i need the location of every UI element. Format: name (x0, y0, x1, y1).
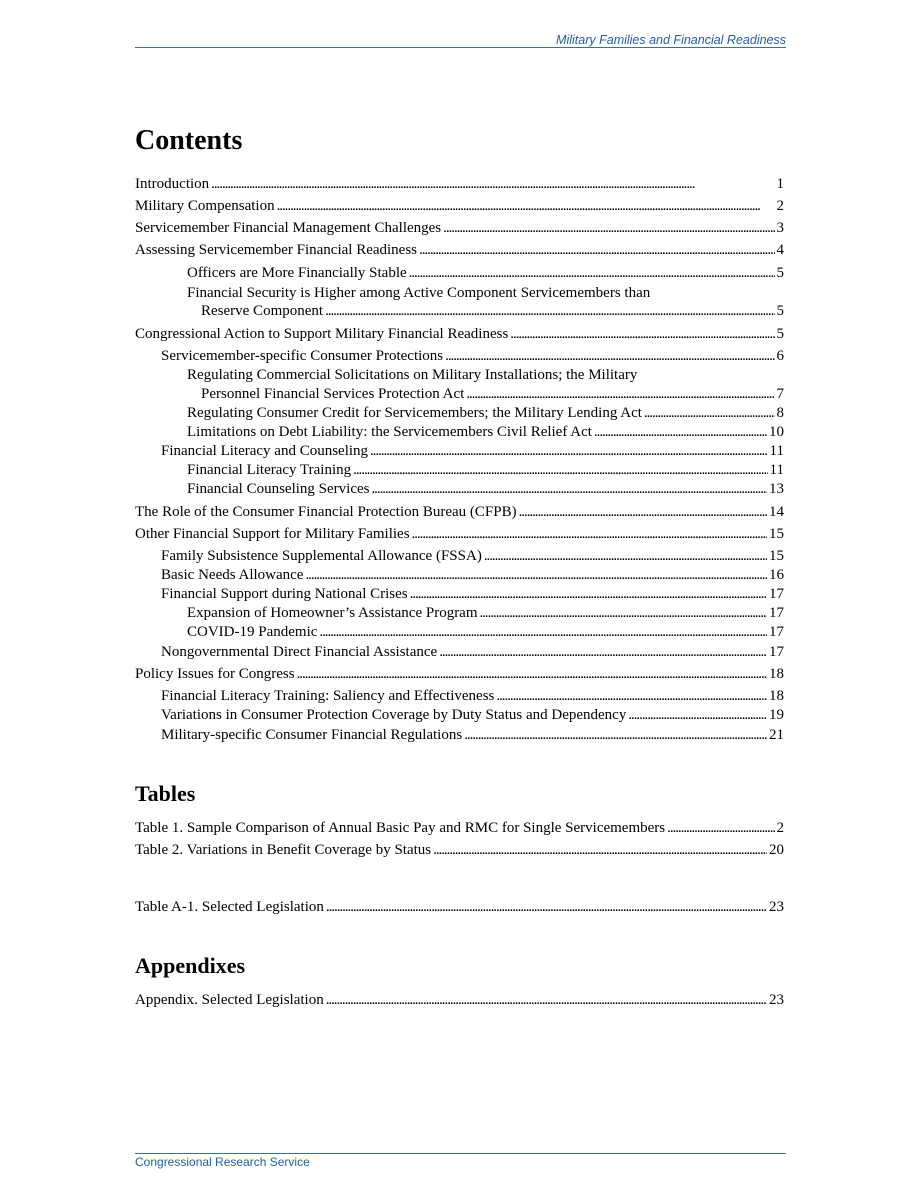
toc-entry-financial-management-challenges[interactable] (135, 219, 784, 237)
toc-entry-text: The Role of the Consumer Financial Protection Bureau (CFPB) (135, 504, 517, 520)
toc-entry-table-1[interactable] (135, 819, 784, 837)
toc-entry-text: Family Subsistence Supplemental Allowance (FSSA) (161, 548, 482, 564)
toc-entry-homeowners-assistance[interactable] (187, 604, 784, 622)
dot-leader (519, 503, 767, 521)
toc-entry-literacy-counseling[interactable] (161, 442, 784, 460)
running-header-title: Military Families and Financial Readiness (556, 33, 786, 47)
toc-entry-page: 17 (769, 605, 784, 621)
footer-rule (135, 1153, 786, 1154)
toc-entry-counseling-services[interactable] (187, 480, 784, 498)
toc-entry-assessing-readiness[interactable] (135, 241, 784, 259)
toc-entry-text: Financial Support during National Crises (161, 586, 408, 602)
toc-entry-page: 5 (776, 303, 784, 319)
toc-entry-text: Military-specific Consumer Financial Regulations (161, 727, 463, 743)
toc-entry-consumer-protections[interactable] (161, 347, 784, 365)
toc-entry-text: Congressional Action to Support Military Financial Readiness (135, 326, 509, 342)
toc-entry-text: Military Compensation (135, 198, 275, 214)
toc-entry-page: 19 (769, 707, 784, 723)
toc-entry-page: 11 (769, 443, 784, 459)
toc-entry-page: 1 (776, 176, 784, 192)
toc-entry-introduction[interactable] (135, 175, 784, 193)
toc-entry-text: Financial Literacy Training: Saliency and Effectiveness (161, 688, 495, 704)
toc-entry-page: 17 (769, 586, 784, 602)
dot-leader (419, 241, 774, 259)
toc-entry-scra[interactable] (187, 423, 784, 441)
dot-leader (644, 404, 775, 422)
dot-leader (480, 604, 767, 622)
toc-entry-page: 11 (769, 462, 784, 478)
dot-leader (667, 819, 774, 837)
dot-leader (277, 197, 775, 215)
toc-entry-text: Variations in Consumer Protection Coverage by Duty Status and Dependency (161, 707, 627, 723)
toc-entry-text: Introduction (135, 176, 210, 192)
dot-leader (353, 461, 767, 479)
dot-leader (370, 442, 768, 460)
toc-entry-page: 5 (776, 326, 784, 342)
dot-leader (211, 175, 774, 193)
toc-entry-military-compensation[interactable] (135, 197, 784, 215)
dot-leader (510, 325, 774, 343)
toc-entry-text: Servicemember Financial Management Challenges (135, 220, 442, 236)
toc-entry-page: 14 (769, 504, 784, 520)
dot-leader (297, 665, 767, 683)
toc-entry-appendix[interactable] (135, 991, 784, 1009)
toc-entry-text: Reserve Component (201, 303, 324, 319)
dot-leader (371, 480, 767, 498)
dot-leader (496, 687, 767, 705)
toc-entry-text: Basic Needs Allowance (161, 567, 304, 583)
toc-entry-covid[interactable] (187, 623, 784, 641)
toc-entry-table-a1[interactable] (135, 898, 784, 916)
toc-entry-page: 3 (776, 220, 784, 236)
toc-entry-page: 2 (776, 198, 784, 214)
toc-entry-page: 5 (776, 265, 784, 281)
toc-entry-basic-needs[interactable] (161, 566, 784, 584)
toc-entry-page: 17 (769, 644, 784, 660)
toc-entry-page: 7 (776, 386, 784, 402)
dot-leader (433, 841, 767, 859)
toc-entry-page: 13 (769, 481, 784, 497)
dot-leader (326, 898, 767, 916)
toc-entry-military-regulations[interactable] (161, 726, 784, 744)
toc-entry-officers-stable[interactable] (187, 264, 784, 282)
toc-entry-text: Officers are More Financially Stable (187, 265, 407, 281)
dot-leader (410, 585, 767, 603)
toc-entry-page: 21 (769, 727, 784, 743)
dot-leader (628, 706, 767, 724)
toc-entry-page: 18 (769, 666, 784, 682)
toc-entry-active-component-line1[interactable]: Financial Security is Higher among Active Component Servicemembers than (187, 285, 651, 301)
dot-leader (466, 385, 774, 403)
toc-entry-text: Table 2. Variations in Benefit Coverage by Status (135, 842, 432, 858)
toc-entry-text: Assessing Servicemember Financial Readiness (135, 242, 418, 258)
toc-entry-text: Financial Literacy Training (187, 462, 352, 478)
toc-entry-page: 2 (776, 820, 784, 836)
dot-leader (484, 547, 767, 565)
toc-entry-policy-issues[interactable] (135, 665, 784, 683)
toc-entry-page: 23 (769, 992, 784, 1008)
toc-entry-page: 4 (776, 242, 784, 258)
toc-entry-text: Regulating Consumer Credit for Servicemembers; the Military Lending Act (187, 405, 642, 421)
toc-entry-active-component-line2[interactable] (201, 302, 784, 320)
toc-entry-saliency[interactable] (161, 687, 784, 705)
dot-leader (409, 264, 775, 282)
toc-entry-text: Nongovernmental Direct Financial Assistance (161, 644, 438, 660)
toc-entry-commercial-solicitations-line2[interactable] (201, 385, 784, 403)
toc-entry-text: Servicemember-specific Consumer Protections (161, 348, 444, 364)
toc-entry-text: Appendix. Selected Legislation (135, 992, 324, 1008)
toc-entry-nongovernmental[interactable] (161, 643, 784, 661)
toc-entry-text: Expansion of Homeowner’s Assistance Program (187, 605, 478, 621)
toc-entry-text: Table 1. Sample Comparison of Annual Basic Pay and RMC for Single Servicemembers (135, 820, 666, 836)
toc-entry-page: 18 (769, 688, 784, 704)
dot-leader (464, 726, 767, 744)
toc-entry-other-support[interactable] (135, 525, 784, 543)
toc-entry-fssa[interactable] (161, 547, 784, 565)
tables-title: Tables (135, 781, 196, 806)
toc-entry-table-2[interactable] (135, 841, 784, 859)
toc-entry-page: 15 (769, 548, 784, 564)
dot-leader (305, 566, 767, 584)
toc-entry-text: Limitations on Debt Liability: the Servicemembers Civil Relief Act (187, 424, 592, 440)
dot-leader (445, 347, 774, 365)
toc-entry-text: Other Financial Support for Military Families (135, 526, 410, 542)
dot-leader (594, 423, 767, 441)
toc-entry-variations-coverage[interactable] (161, 706, 784, 724)
toc-entry-page: 23 (769, 899, 784, 915)
dot-leader (325, 302, 774, 320)
dot-leader (443, 219, 774, 237)
toc-entry-page: 10 (769, 424, 784, 440)
toc-entry-national-crises[interactable] (161, 585, 784, 603)
toc-entry-page: 15 (769, 526, 784, 542)
toc-entry-text: Financial Counseling Services (187, 481, 370, 497)
toc-entry-page: 8 (776, 405, 784, 421)
appendixes-title: Appendixes (135, 953, 246, 978)
dot-leader (412, 525, 767, 543)
toc-entry-page: 6 (776, 348, 784, 364)
toc-entry-congressional-action[interactable] (135, 325, 784, 343)
header-rule (135, 47, 786, 48)
toc-entry-cfpb[interactable] (135, 503, 784, 521)
toc-entry-literacy-training[interactable] (187, 461, 784, 479)
dot-leader (319, 623, 767, 641)
toc-entry-military-lending-act[interactable] (187, 404, 784, 422)
footer-text: Congressional Research Service (135, 1155, 310, 1169)
toc-entry-page: 17 (769, 624, 784, 640)
dot-leader (439, 643, 767, 661)
toc-entry-text: COVID-19 Pandemic (187, 624, 318, 640)
toc-entry-text: Policy Issues for Congress (135, 666, 295, 682)
contents-title: Contents (135, 125, 243, 156)
toc-entry-text: Financial Literacy and Counseling (161, 443, 369, 459)
toc-entry-page: 16 (769, 567, 784, 583)
toc-entry-text: Table A-1. Selected Legislation (135, 899, 324, 915)
toc-entry-page: 20 (769, 842, 784, 858)
toc-entry-text: Personnel Financial Services Protection Act (201, 386, 465, 402)
toc-entry-commercial-solicitations-line1[interactable]: Regulating Commercial Solicitations on Military Installations; the Military (187, 367, 638, 383)
dot-leader (326, 991, 767, 1009)
